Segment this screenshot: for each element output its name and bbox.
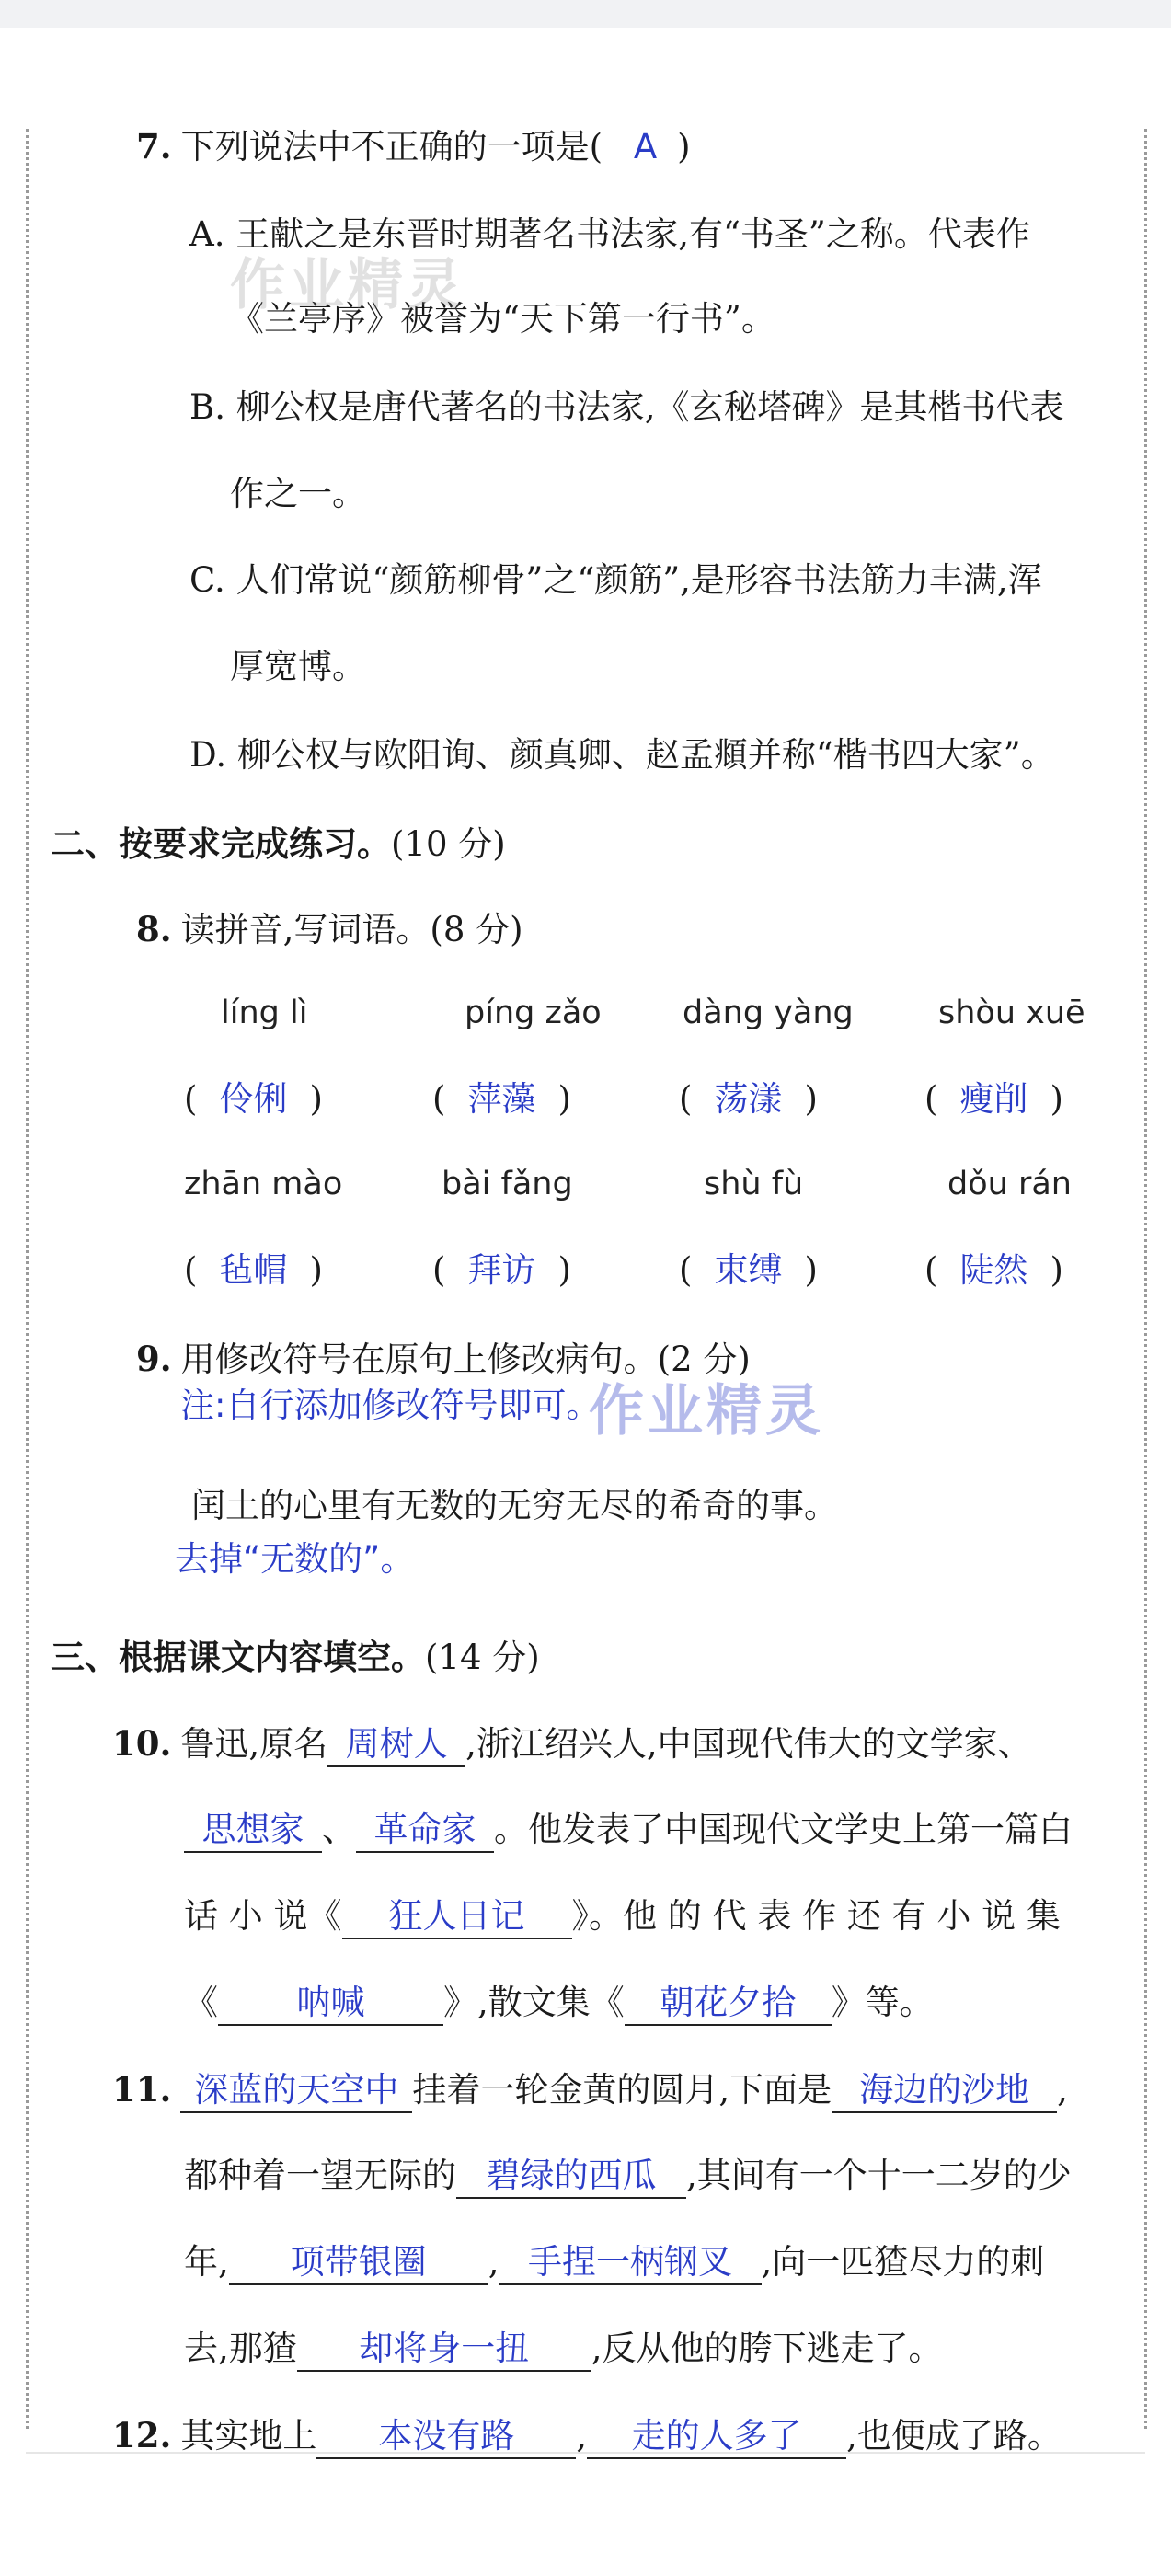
q11-text-4: ,其间有一个十一二岁的少 xyxy=(686,2156,1072,2195)
q11-number: 11. xyxy=(112,2069,172,2110)
q11-line-1 xyxy=(112,2066,1068,2113)
q8-answer-box-1 xyxy=(184,1076,323,1122)
q7-option-d: D. 柳公权与欧阳询、颜真卿、赵孟頫并称“楷书四大家”。 xyxy=(189,735,1055,775)
q10-blank-1 xyxy=(327,1723,465,1767)
q10-text-6: 》。他 的 代 表 作 还 有 小 说 集 xyxy=(571,1896,1061,1936)
q8-answer-6: 拜访 xyxy=(467,1250,536,1290)
right-binding-dotted-line xyxy=(1144,129,1147,2429)
q10-text-8: 》,散文集《 xyxy=(443,1983,625,2022)
q10-blank-3 xyxy=(356,1809,494,1853)
section-2-score: (10 分) xyxy=(391,824,506,864)
section-3-score: (14 分) xyxy=(425,1638,540,1677)
q10-text-7: 《 xyxy=(184,1983,218,2022)
q7-option-c-line2: 厚宽博。 xyxy=(230,647,366,686)
q10-text-2: ,浙江绍兴人,中国现代伟大的文学家、 xyxy=(465,1724,1032,1764)
q10-blank-6 xyxy=(625,1982,832,2026)
q8-pinyin-8: dǒu rán xyxy=(947,1166,1072,1202)
q8-answer-2: 萍藻 xyxy=(467,1079,536,1119)
q11-text-2: , xyxy=(1057,2070,1068,2110)
q11-text-6: , xyxy=(488,2242,499,2282)
q8-pinyin-3: dàng yàng xyxy=(683,995,854,1031)
q10-blank-5 xyxy=(218,1982,443,2026)
q7-option-b-line2: 作之一。 xyxy=(230,474,366,513)
q8-pinyin-6: bài fǎng xyxy=(442,1166,573,1202)
q9-note: 注:自行添加修改符号即可。 xyxy=(180,1386,601,1425)
q8-answer-7: 束缚 xyxy=(714,1250,783,1290)
q11-text-9: ,反从他的胯下逃走了。 xyxy=(591,2329,943,2368)
q7-option-c-line1: C. 人们常说“颜筋柳骨”之“颜筋”,是形容书法筋力丰满,浑 xyxy=(189,560,1042,600)
q11-blank-2 xyxy=(832,2069,1057,2113)
q11-blank-1 xyxy=(180,2069,412,2113)
q12-number: 12. xyxy=(112,2415,172,2455)
close-paren: ) xyxy=(557,1079,571,1119)
q11-blank-6 xyxy=(297,2328,591,2372)
q8-answer-4: 瘦削 xyxy=(959,1079,1028,1119)
q11-answer-3: 碧绿的西瓜 xyxy=(486,2156,657,2195)
section-3-title: 三、根据课文内容填空。 xyxy=(51,1637,425,1677)
q10-blank-2 xyxy=(184,1809,322,1853)
q11-text-5: 年, xyxy=(184,2242,229,2282)
q8-pinyin-5: zhān mào xyxy=(184,1166,343,1202)
q11-text-1: 挂着一轮金黄的圆月,下面是 xyxy=(412,2070,832,2110)
q8-answer-box-5 xyxy=(184,1248,323,1294)
q12-text-1: 其实地上 xyxy=(180,2416,317,2455)
q10-blank-4 xyxy=(342,1895,572,1939)
q10-answer-3: 革命家 xyxy=(373,1810,476,1849)
q8-answer-1: 伶俐 xyxy=(219,1079,288,1119)
open-paren: ( xyxy=(679,1250,693,1290)
q9-score: (2 分) xyxy=(657,1340,751,1379)
left-binding-dotted-line xyxy=(26,129,29,2429)
q9-sentence: 闰土的心里有无数的无穷无尽的希奇的事。 xyxy=(191,1486,838,1525)
close-paren: ) xyxy=(1050,1079,1063,1119)
open-paren: ( xyxy=(184,1079,198,1119)
q11-text-7: ,向一匹猹尽力的刺 xyxy=(761,2242,1045,2282)
q8-answer-box-8 xyxy=(924,1248,1063,1294)
q10-line-1 xyxy=(112,1720,1032,1767)
q8-stem-text: 读拼音,写词语。 xyxy=(180,910,431,949)
q10-line-4 xyxy=(184,1980,934,2026)
q11-blank-4 xyxy=(229,2241,488,2285)
q10-answer-2: 思想家 xyxy=(201,1810,304,1849)
q8-stem xyxy=(136,906,523,953)
q7-number: 7. xyxy=(136,126,172,167)
q11-line-4 xyxy=(184,2326,943,2372)
open-paren: ( xyxy=(924,1079,938,1119)
q10-answer-4: 狂人日记 xyxy=(388,1896,525,1936)
section-3-heading xyxy=(51,1634,540,1681)
open-paren: ( xyxy=(184,1250,198,1290)
close-paren: ) xyxy=(309,1250,323,1290)
q8-pinyin-1: líng lì xyxy=(221,995,308,1031)
q10-text-9: 》等。 xyxy=(831,1983,934,2022)
q10-text-1: 鲁迅,原名 xyxy=(180,1724,328,1764)
close-paren: ) xyxy=(804,1079,818,1119)
q10-text-5: 话 小 说《 xyxy=(184,1896,342,1936)
q8-answer-box-4 xyxy=(924,1076,1063,1122)
q12-text-3: ,也便成了路。 xyxy=(846,2416,1062,2455)
q11-answer-2: 海边的沙地 xyxy=(859,2070,1030,2110)
q10-line-3 xyxy=(184,1893,1061,1939)
q8-answer-box-6 xyxy=(432,1248,571,1294)
close-paren: ) xyxy=(557,1250,571,1290)
close-paren: ) xyxy=(309,1079,323,1119)
q10-answer-5: 呐喊 xyxy=(296,1983,365,2022)
q11-answer-1: 深蓝的天空中 xyxy=(194,2070,399,2110)
open-paren: ( xyxy=(432,1079,446,1119)
q9-stem-text: 用修改符号在原句上修改病句。 xyxy=(180,1340,658,1379)
q11-line-3 xyxy=(184,2239,1044,2285)
q8-answer-5: 毡帽 xyxy=(219,1250,288,1290)
q10-answer-1: 周树人 xyxy=(345,1724,448,1764)
q11-blank-5 xyxy=(499,2241,762,2285)
open-paren: ( xyxy=(679,1079,693,1119)
close-paren: ) xyxy=(804,1250,818,1290)
q11-line-2 xyxy=(184,2153,1072,2199)
q11-answer-6: 却将身一扭 xyxy=(359,2329,530,2368)
q10-answer-6: 朝花夕拾 xyxy=(660,1983,797,2022)
q8-number: 8. xyxy=(136,909,172,949)
open-paren: ( xyxy=(432,1250,446,1290)
q11-text-3: 都种着一望无际的 xyxy=(184,2156,456,2195)
q11-blank-3 xyxy=(456,2155,686,2199)
q8-answer-box-2 xyxy=(432,1076,571,1122)
q8-pinyin-7: shù fù xyxy=(704,1166,804,1202)
q7-stem-text: 下列说法中不正确的一项是( xyxy=(180,127,603,167)
q8-answer-8: 陡然 xyxy=(959,1250,1028,1290)
q7-option-a-line2: 《兰亭序》被誉为“天下第一行书”。 xyxy=(230,299,775,339)
watermark-2: 作业精灵 xyxy=(589,1379,824,1443)
top-margin-strip xyxy=(0,0,1171,28)
q8-answer-3: 荡漾 xyxy=(714,1079,783,1119)
q9-number: 9. xyxy=(136,1339,172,1379)
open-paren: ( xyxy=(924,1250,938,1290)
q10-text-3: 、 xyxy=(322,1810,356,1849)
q8-answer-box-3 xyxy=(679,1076,818,1122)
q8-answer-box-7 xyxy=(679,1248,818,1294)
q11-answer-5: 手捏一柄钢叉 xyxy=(528,2242,733,2282)
q7-close-paren: ) xyxy=(677,127,691,167)
q12-text-2: , xyxy=(576,2416,588,2455)
q12-answer-2: 走的人多了 xyxy=(631,2416,802,2455)
section-2-title: 二、按要求完成练习。 xyxy=(51,823,391,864)
q9-answer: 去掉“无数的”。 xyxy=(175,1539,415,1579)
close-paren: ) xyxy=(1050,1250,1063,1290)
q10-text-4: 。他发表了中国现代文学史上第一篇白 xyxy=(494,1810,1073,1849)
q7-stem xyxy=(136,123,691,170)
q10-number: 10. xyxy=(112,1723,172,1764)
q11-answer-4: 项带银圈 xyxy=(290,2242,427,2282)
q8-pinyin-2: píng zǎo xyxy=(465,995,602,1031)
q7-option-a-line1: A. 王献之是东晋时期著名书法家,有“书圣”之称。代表作 xyxy=(189,214,1030,254)
q7-answer: A xyxy=(633,127,658,167)
q12-answer-1: 本没有路 xyxy=(378,2416,515,2455)
q11-text-8: 去,那猹 xyxy=(184,2329,297,2368)
q8-score: (8 分) xyxy=(430,910,523,949)
watermark-1: 作业精灵 xyxy=(230,253,465,317)
section-2-heading xyxy=(51,821,506,868)
q7-option-b-line1: B. 柳公权是唐代著名的书法家,《玄秘塔碑》是其楷书代表 xyxy=(189,387,1064,427)
q8-pinyin-4: shòu xuē xyxy=(938,995,1085,1031)
q10-line-2 xyxy=(184,1807,1073,1853)
bottom-rule xyxy=(26,2452,1145,2454)
